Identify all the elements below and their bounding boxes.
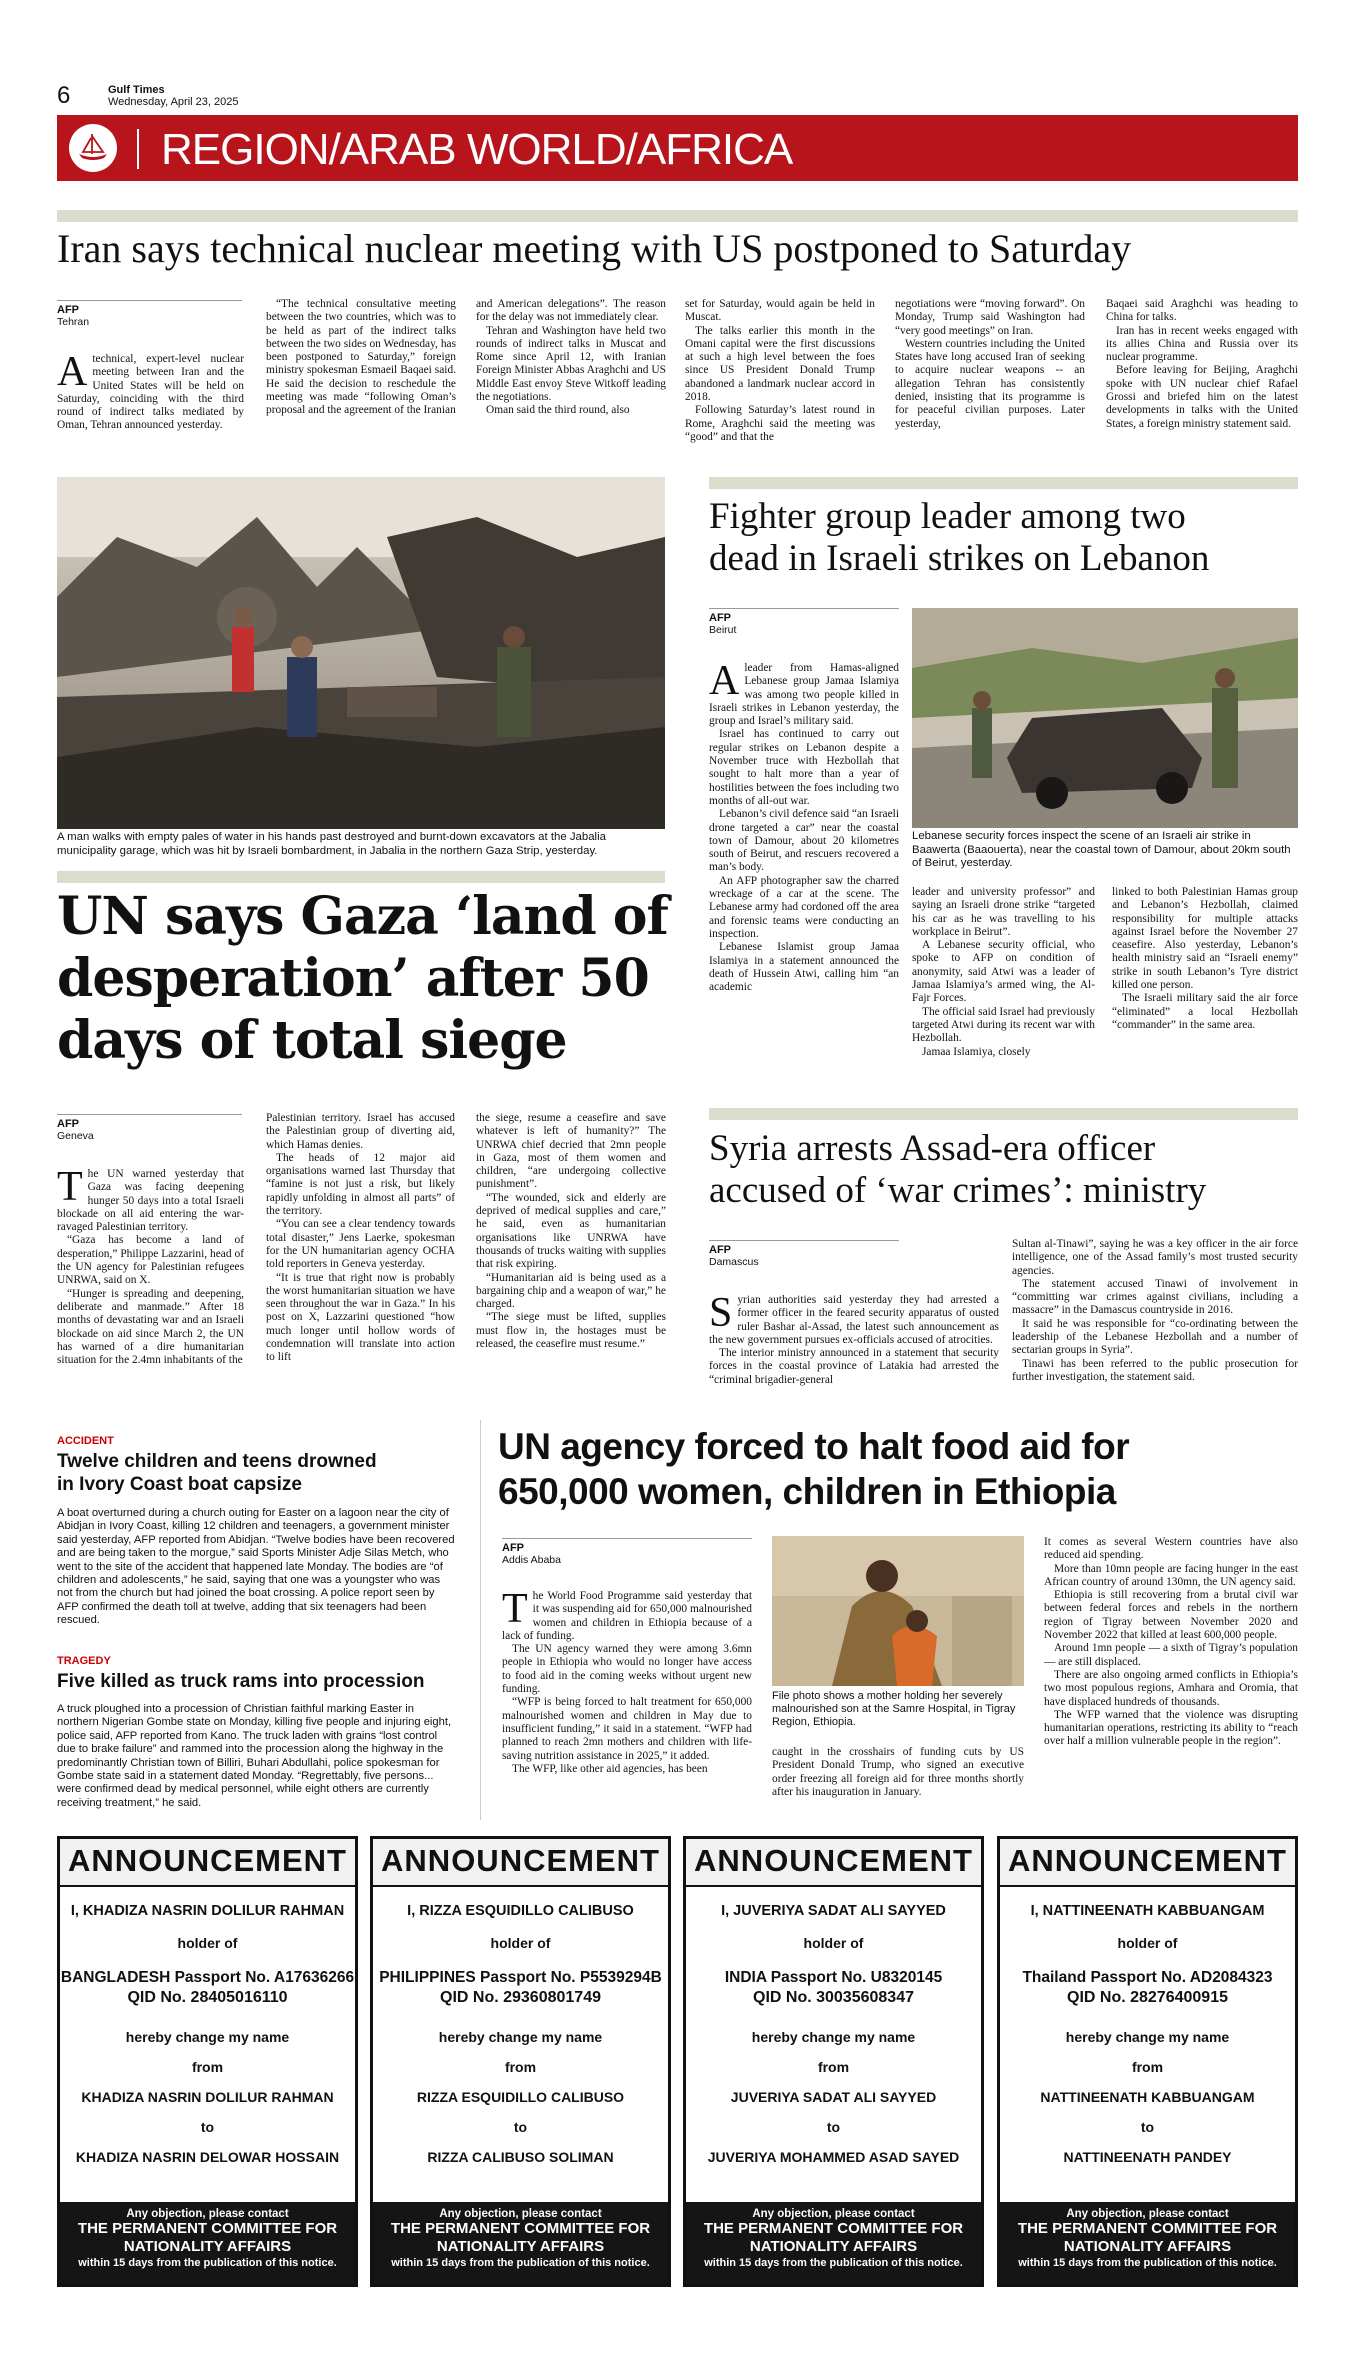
announcement-footer xyxy=(686,2202,981,2284)
announcement-from-label: from xyxy=(1131,2059,1164,2075)
ethiopia-photo-caption: File photo shows a mother holding her severely malnourished son at the Samre Hospital, in Tigray Region, Ethiopia. xyxy=(772,1690,1016,1728)
gaza-col3: the siege, resume a ceasefire and save whatever is left of humanity?” The UNRWA chief decried that 2mn people in Gaza, most of them women and children, “are undergoing collective punishment”. “The wounded, sick and elderly are deprived of medical supplies and care,” he said, even as humanitarian organisations like UNRWA have thousands of trucks waiting with supplies that risk expiring. “Humanitarian aid is being used as a bargaining chip and a weapon of war,” he charged. “The siege must be lifted, supplies must flow in, the hostages must be released, the ceasefire must resume.” xyxy=(476,1112,666,1351)
footer-committee: THE PERMANENT COMMITTEE FOR xyxy=(390,2220,651,2237)
announcement-qid: QID No. 28405016110 xyxy=(127,1989,288,2006)
announcement-qid: QID No. 29360801749 xyxy=(440,1989,601,2006)
announcement-passport: Thailand Passport No. AD2084323 xyxy=(1022,1969,1273,1986)
gaza-headline: UN says Gaza ‘land of desperation’ after 50 days of total siege xyxy=(57,886,668,1071)
section-banner xyxy=(57,115,1298,181)
iran-headline: Iran says technical nuclear meeting with US postponed to Saturday xyxy=(57,226,1132,271)
footer-committee: THE PERMANENT COMMITTEE FOR xyxy=(703,2220,964,2237)
announcement-change: hereby change my name xyxy=(1065,2029,1230,2045)
announcement-2 xyxy=(370,1836,671,2287)
announcement-title: ANNOUNCEMENT xyxy=(373,1839,668,1887)
syria-rule xyxy=(709,1108,1298,1120)
lebanon-photo xyxy=(912,608,1298,828)
iran-col1: Atechnical, expert-level nuclear meeting between Iran and the United States will be held on Saturday, coinciding with the third round of indirect talks mediated by Oman, Tehran announced yesterday. xyxy=(57,353,244,432)
announcement-1 xyxy=(57,1836,358,2287)
announcement-from-name: RIZZA ESQUIDILLO CALIBUSO xyxy=(416,2089,625,2105)
issue-date: Wednesday, April 23, 2025 xyxy=(108,96,239,108)
footer-deadline: within 15 days from the publication of this notice. xyxy=(78,2257,337,2269)
announcement-to-label: to xyxy=(513,2119,528,2135)
footer-deadline: within 15 days from the publication of this notice. xyxy=(1018,2257,1277,2269)
footer-affairs: NATIONALITY AFFAIRS xyxy=(436,2238,605,2255)
announcement-change: hereby change my name xyxy=(125,2029,290,2045)
syria-headline-1: Syria arrests Assad-era officer xyxy=(709,1128,1156,1169)
announcements-row xyxy=(57,1836,1298,2287)
footer-affairs: NATIONALITY AFFAIRS xyxy=(1063,2238,1232,2255)
lebanon-headline-1: Fighter group leader among two xyxy=(709,496,1186,537)
banner-divider xyxy=(137,129,139,169)
announcement-to-label: to xyxy=(826,2119,841,2135)
ethiopia-headline-2: 650,000 women, children in Ethiopia xyxy=(498,1471,1116,1512)
announcement-passport: BANGLADESH Passport No. A17636266 xyxy=(60,1969,355,1986)
iran-place: Tehran xyxy=(57,316,90,328)
announcement-holder: holder of xyxy=(1117,1935,1178,1951)
lebanon-col2: leader and university professor” and saying an Israeli drone strike “targeted his car as he was travelling to his workplace in Beirut”. A Lebanese security official, who spoke to AFP on condition of anonymity, said Atwi was a leader of Jamaa Islamiya’s armed wing, the Al-Fajr Forces. The official said Israel had previously targeted Atwi during its recent war with Hezbollah. Jamaa Islamiya, closely xyxy=(912,886,1095,1058)
footer-affairs: NATIONALITY AFFAIRS xyxy=(123,2238,292,2255)
announcement-footer xyxy=(1000,2202,1295,2284)
gaza-byline: AFP xyxy=(57,1118,79,1130)
announcement-from-name: JUVERIYA SADAT ALI SAYYED xyxy=(730,2089,937,2105)
announcement-holder: holder of xyxy=(490,1935,551,1951)
footer-contact: Any objection, please contact xyxy=(439,2208,602,2220)
gaza-photo xyxy=(57,477,665,829)
announcement-name: I, KHADIZA NASRIN DOLILUR RAHMAN xyxy=(70,1903,345,1919)
page-number: 6 xyxy=(57,82,71,109)
paper-name: Gulf Times xyxy=(108,84,165,96)
announcement-name: I, NATTINEENATH KABBUANGAM xyxy=(1030,1903,1265,1919)
iran-col3: and American delegations”. The reason for the delay was not immediately clear. Tehran and Washington have held two rounds of indirect talks in Muscat and Rome since April 12, with Iranian Foreign Minister Abbas Araghchi and US Middle East envoy Steve Witkoff leading the negotiations. Oman said the third round, also xyxy=(476,298,666,417)
gaza-rule xyxy=(57,871,665,883)
announcement-to-name: NATTINEENATH PANDEY xyxy=(1063,2149,1232,2165)
iran-byline: AFP xyxy=(57,304,79,316)
announcement-to-label: to xyxy=(200,2119,215,2135)
gaza-byline-block xyxy=(57,1114,242,1142)
ethiopia-byline: AFP xyxy=(502,1542,524,1554)
announcement-change: hereby change my name xyxy=(438,2029,603,2045)
syria-headline-2: accused of ‘war crimes’: ministry xyxy=(709,1170,1207,1211)
announcement-title: ANNOUNCEMENT xyxy=(1000,1839,1295,1887)
footer-contact: Any objection, please contact xyxy=(752,2208,915,2220)
ship-logo-icon xyxy=(69,124,117,172)
gaza-photo-caption: A man walks with empty pales of water in his hands past destroyed and burnt-down excavators at the Jabalia municipality garage, which was hit by Israeli bombardment, in Jabalia in the northern Gaza Strip, yesterday. xyxy=(57,831,606,857)
ethiopia-col2: caught in the crosshairs of funding cuts by US President Donald Trump, who signed an executive order freezing all foreign aid for three months shortly after his inauguration in January. xyxy=(772,1746,1024,1798)
announcement-title: ANNOUNCEMENT xyxy=(60,1839,355,1887)
ethiopia-headline-1: UN agency forced to halt food aid for xyxy=(498,1426,1130,1467)
lebanon-col3: linked to both Palestinian Hamas group and Lebanon’s Hezbollah, claimed responsibility for multiple attacks against Israel before the November 27 ceasefire. Also yesterday, Lebanon’s health ministry said an “Israeli enemy” strike in south Lebanon’s Tyre district killed one person. The Israeli military said the air force “eliminated” a local Hezbollah “commander” in the same area. xyxy=(1112,886,1298,1031)
ethiopia-col1: The World Food Programme said yesterday that it was suspending aid for 650,000 malnourished women and children in Ethiopia because of a lack of funding. The UN agency warned they were among 3.6mn people in Ethiopia who would no longer have access to food aid in the coming weeks without urgent new funding. “WFP is being forced to halt treatment for 650,000 malnourished women and children in May due to insufficient funding,” it said in a statement. “WFP had planned to reach 2mn mothers and children with life-saving nutrition assistance in 2025,” it added. The WFP, like other aid agencies, has been xyxy=(502,1590,752,1775)
footer-committee: THE PERMANENT COMMITTEE FOR xyxy=(1017,2220,1278,2237)
announcement-to-label: to xyxy=(1140,2119,1155,2135)
lebanon-col1: Aleader from Hamas-aligned Lebanese group Jamaa Islamiya was among two people killed in Israeli strikes in Lebanon yesterday, the group and Israel’s military said. Israel has continued to carry out regular strikes on Lebanon despite a November truce with Hezbollah that sought to halt more than a year of hostilities between the foes including two months of all-out war. Lebanon’s civil defence said “an Israeli drone targeted a car” near the coastal town of Damour, about 20 kilometres south of Beirut, and rescuers recovered a man’s body. An AFP photographer saw the charred wreckage of a car at the scene. The Lebanese army had cordoned off the area and forensic teams were conducting an inspection. Lebanese Islamist group Jamaa Islamiya in a statement announced the death of Hussein Atwi, calling him “an academic xyxy=(709,662,899,994)
announcement-from-label: from xyxy=(191,2059,224,2075)
announcement-to-name: KHADIZA NASRIN DELOWAR HOSSAIN xyxy=(75,2149,340,2165)
footer-deadline: within 15 days from the publication of this notice. xyxy=(704,2257,963,2269)
iran-col6: Baqaei said Araghchi was heading to China for talks. Iran has in recent weeks engaged with its allies China and Russia over its nuclear programme. Before leaving for Beijing, Araghchi spoke with UN nuclear chief Rafael Grossi and briefed him on the latest developments in talks with the United States, a foreign ministry statement said. xyxy=(1106,298,1298,430)
footer-contact: Any objection, please contact xyxy=(126,2208,289,2220)
lebanon-headline-2: dead in Israeli strikes on Lebanon xyxy=(709,538,1210,579)
iran-col5: negotiations were “moving forward”. On Monday, Trump said Washington had “very good meetings” on Iran. Western countries including the United States have long accused Iran of seeking to acquire nuclear weapons -- an allegation Tehran has consistently denied, insisting that its programme is for peaceful civilian purposes. Later yesterday, xyxy=(895,298,1085,430)
iran-byline-block xyxy=(57,300,242,328)
brief1-kicker: ACCIDENT xyxy=(57,1435,114,1447)
section-rule xyxy=(57,210,1298,222)
announcement-footer xyxy=(60,2202,355,2284)
announcement-holder: holder of xyxy=(177,1935,238,1951)
brief1-headline: Twelve children and teens drowned in Ivory Coast boat capsize xyxy=(57,1451,377,1495)
ethiopia-byline-block xyxy=(502,1538,752,1566)
ethiopia-photo xyxy=(772,1536,1024,1686)
lebanon-photo-caption: Lebanese security forces inspect the scene of an Israeli air strike in Baawerta (Baaouerta), near the coastal town of Damour, about 20km south of Beirut, yesterday. xyxy=(912,830,1291,869)
announcement-3 xyxy=(683,1836,984,2287)
lebanon-byline-block xyxy=(709,608,899,636)
announcement-change: hereby change my name xyxy=(751,2029,916,2045)
syria-col1: Syrian authorities said yesterday they had arrested a former officer in the feared security apparatus of ousted ruler Bashar al-Assad, the latest such announcement as the new government pursues ex-officials accused of atrocities. The interior ministry announced in a statement that security forces in the coastal province of Latakia had arrested the “criminal brigadier-general xyxy=(709,1294,999,1386)
announcement-passport: INDIA Passport No. U8320145 xyxy=(724,1969,943,1986)
gaza-place: Geneva xyxy=(57,1130,94,1142)
brief2-headline: Five killed as truck rams into procession xyxy=(57,1671,425,1692)
brief1-body: A boat overturned during a church outing for Easter on a lagoon near the city of Abidjan in Ivory Coast, killing 12 children and teenagers, a government minister said yesterday, AFP reported from Abidjan. “Twelve bodies have been recovered and are being taken to the morgue,” said Sports Minister Adje Silas Metch, who went to the site of the accident that happened late Monday. The bodies are “of children and adolescents,” he said, saying that one was a youngster who was not from the church but had joined the boat crossing. A police report seen by AFP confirmed the death toll at twelve, adding that six teenagers had been rescued. xyxy=(57,1507,455,1627)
brief2-kicker: TRAGEDY xyxy=(57,1655,111,1667)
ethiopia-divider xyxy=(480,1420,481,1820)
announcement-to-name: RIZZA CALIBUSO SOLIMAN xyxy=(427,2149,614,2165)
footer-committee: THE PERMANENT COMMITTEE FOR xyxy=(77,2220,338,2237)
footer-affairs: NATIONALITY AFFAIRS xyxy=(749,2238,918,2255)
lebanon-byline: AFP xyxy=(709,612,731,624)
gaza-col2: Palestinian territory. Israel has accused the Palestinian group of diverting aid, which Hamas denies. The heads of 12 major aid organisations warned last Thursday that “famine is not just a risk, but likely rapidly unfolding in almost all parts” of the territory. “You can see a clear tendency towards total disaster,” Jens Laerke, spokesman for the UN humanitarian agency OCHA told reporters in Geneva yesterday. “It is true that right now is probably the worst humanitarian situation we have seen throughout the war in Gaza.” In his post on X, Lazzarini questioned “how much longer until hollow words of condemnation will translate into action to lift xyxy=(266,1112,455,1364)
syria-place: Damascus xyxy=(709,1256,759,1268)
gaza-col1: The UN warned yesterday that Gaza was facing deepening hunger 50 days into a total Israeli blockade on all aid entering the war-ravaged Palestinian territory. “Gaza has become a land of desperation,” Philippe Lazzarini, head of the UN agency for Palestinian refugees UNRWA, said on X. “Hunger is spreading and deepening, deliberate and manmade.” After 18 months of devastating war and an Israeli blockade on aid since March 2, the UN has warned of a dire humanitarian situation for the 2.4mn inhabitants of the xyxy=(57,1168,244,1367)
lebanon-place: Beirut xyxy=(709,624,737,636)
syria-byline: AFP xyxy=(709,1244,731,1256)
announcement-from-name: NATTINEENATH KABBUANGAM xyxy=(1040,2089,1255,2105)
announcement-footer xyxy=(373,2202,668,2284)
announcement-to-name: JUVERIYA MOHAMMED ASAD SAYED xyxy=(707,2149,960,2165)
announcement-qid: QID No. 30035608347 xyxy=(753,1989,914,2006)
ethiopia-place: Addis Ababa xyxy=(502,1554,561,1566)
footer-deadline: within 15 days from the publication of this notice. xyxy=(391,2257,650,2269)
announcement-from-label: from xyxy=(504,2059,537,2075)
announcement-name: I, RIZZA ESQUIDILLO CALIBUSO xyxy=(407,1903,634,1919)
announcement-passport: PHILIPPINES Passport No. P5539294B xyxy=(379,1969,662,1986)
announcement-title: ANNOUNCEMENT xyxy=(686,1839,981,1887)
announcement-name: I, JUVERIYA SADAT ALI SAYYED xyxy=(721,1903,946,1919)
footer-contact: Any objection, please contact xyxy=(1066,2208,1229,2220)
syria-byline-block xyxy=(709,1240,899,1268)
syria-col2: Sultan al-Tinawi”, saying he was a key officer in the air force intelligence, one of the Assad family’s most trusted security agencies. The statement accused Tinawi of involvement in “committing war crimes against civilians, including a massacre” in the Damascus countryside in 2016. It said he was responsible for “co-ordinating between the leadership of the Lebanese Hezbollah and a number of sectarian groups in Syria”. Tinawi has been referred to the public prosecution for further investigation, the statement said. xyxy=(1012,1238,1298,1383)
announcement-qid: QID No. 28276400915 xyxy=(1067,1989,1228,2006)
iran-col2: “The technical consultative meeting between the two countries, which was to be held as part of the indirect talks between the two sides on Wednesday, has been postponed to Saturday,” foreign ministry spokesman Esmaeil Baqaei said. He said the decision to reschedule the meeting was made “following Oman’s proposal and the agreement of the Iranian xyxy=(266,298,456,417)
iran-col4: set for Saturday, would again be held in Muscat. The talks earlier this month in the Omani capital were the first discussions at such a high level between the foes since US President Donald Trump abandoned a landmark nuclear accord in 2018. Following Saturday’s latest round in Rome, Araghchi said the meeting was “good” and that the xyxy=(685,298,875,443)
announcement-from-name: KHADIZA NASRIN DOLILUR RAHMAN xyxy=(81,2089,334,2105)
announcement-4 xyxy=(997,1836,1298,2287)
lebanon-rule xyxy=(709,477,1298,489)
ethiopia-col3: It comes as several Western countries have also reduced aid spending. More than 10mn people are facing hunger in the east African country of around 130mn, the UN agency said. Ethiopia is still recovering from a brutal civil war between federal forces and rebels in the northern region of Tigray between November 2020 and November 2022 that killed at least 600,000 people. Around 1mn people — a sixth of Tigray’s population — are still displaced. There are also ongoing armed conflicts in Ethiopia’s two most populous regions, Amhara and Oromia, that have displaced hundreds of thousands. The WFP warned that the violence was disrupting humanitarian operations, restricting its ability to “reach over half a million vulnerable people in the region”. xyxy=(1044,1536,1298,1748)
section-title: REGION/ARAB WORLD/AFRICA xyxy=(161,125,793,174)
announcement-from-label: from xyxy=(817,2059,850,2075)
brief2-body: A truck ploughed into a procession of Christian faithful marking Easter in northern Nigerian Gombe state on Monday, killing five people and injuring eight, police said, AFP reported from Kano. The truck laden with grains “lost control due to brake failure” and rammed into the procession along the highway in the predominantly Christian town of Billiri, Buhari Abdullahi, police spokesman for Gombe state said in a statement dated Monday. “Regrettably, five persons... were confirmed dead by medical personnel, while eight others are currently receiving treatment,” he said. xyxy=(57,1703,452,1809)
announcement-holder: holder of xyxy=(803,1935,864,1951)
